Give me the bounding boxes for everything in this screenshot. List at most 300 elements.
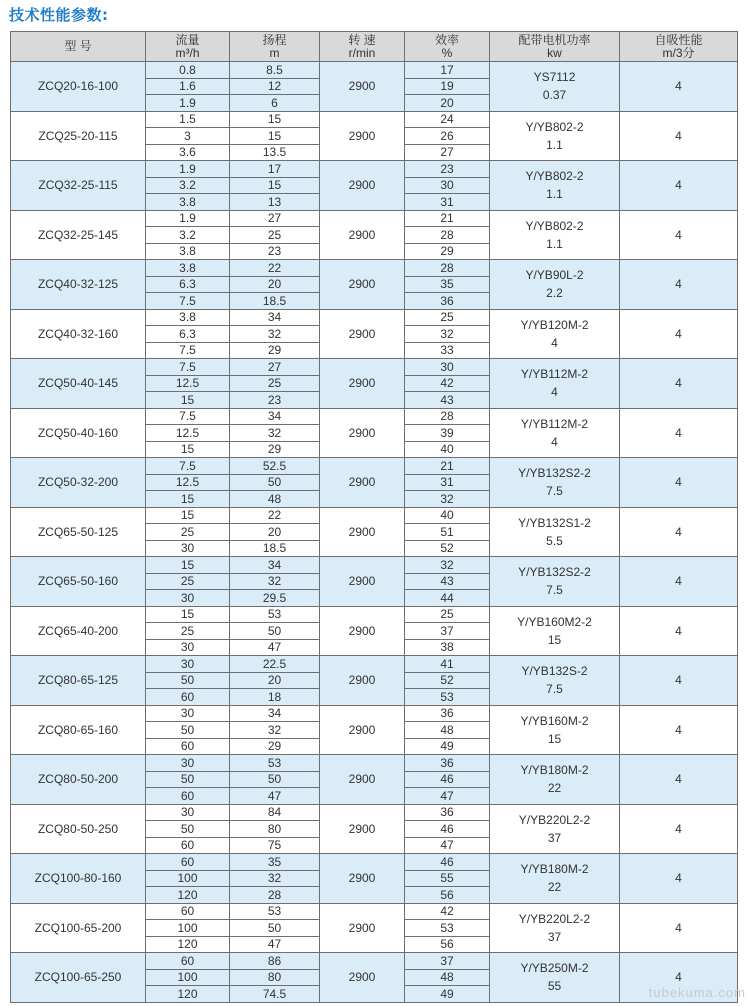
efficiency-cell: 25 [405, 606, 490, 623]
suction-cell: 4 [620, 557, 738, 607]
head-cell: 25 [230, 227, 320, 244]
table-row [11, 408, 738, 425]
efficiency-cell: 19 [405, 78, 490, 95]
flow-cell: 3.8 [146, 260, 230, 277]
table-row [11, 705, 738, 722]
head-cell: 28 [230, 887, 320, 904]
speed-cell: 2900 [320, 804, 405, 854]
efficiency-cell: 31 [405, 194, 490, 211]
header-speed-label: 转 速 [348, 32, 376, 47]
flow-cell: 1.9 [146, 161, 230, 178]
table-row [11, 656, 738, 673]
watermark: tubekuma.com [648, 985, 746, 1000]
head-cell: 22 [230, 507, 320, 524]
flow-cell: 1.6 [146, 78, 230, 95]
model-cell: ZCQ100-65-200 [11, 903, 146, 953]
motor-model: Y/YB120M-2 [520, 317, 589, 332]
flow-cell: 7.5 [146, 408, 230, 425]
motor-power: 15 [547, 632, 562, 647]
flow-cell: 60 [146, 837, 230, 854]
head-cell: 50 [230, 920, 320, 937]
flow-cell: 120 [146, 936, 230, 953]
head-cell: 53 [230, 755, 320, 772]
head-cell: 29 [230, 342, 320, 359]
flow-cell: 60 [146, 788, 230, 805]
efficiency-cell: 53 [405, 920, 490, 937]
flow-cell: 15 [146, 606, 230, 623]
head-cell: 29.5 [230, 590, 320, 607]
suction-cell: 4 [620, 903, 738, 953]
header-flow-unit: m³/h [175, 45, 200, 60]
model-cell: ZCQ32-25-115 [11, 161, 146, 211]
header-motor-label: 配带电机功率 [518, 32, 591, 47]
model-cell: ZCQ100-65-250 [11, 953, 146, 1003]
flow-cell: 25 [146, 524, 230, 541]
model-cell: ZCQ50-32-200 [11, 458, 146, 508]
head-cell: 32 [230, 722, 320, 739]
motor-model: Y/YB180M-2 [520, 862, 589, 877]
suction-cell: 4 [620, 755, 738, 805]
pump-group [11, 903, 738, 953]
model-cell: ZCQ32-25-145 [11, 210, 146, 260]
speed-cell: 2900 [320, 854, 405, 904]
motor-cell [490, 755, 620, 805]
motor-model: YS7112 [533, 70, 576, 85]
flow-cell: 7.5 [146, 359, 230, 376]
efficiency-cell: 36 [405, 705, 490, 722]
motor-cell [490, 161, 620, 211]
motor-model: Y/YB132S-2 [521, 664, 588, 679]
motor-model: Y/YB220L2-2 [518, 812, 591, 827]
model-cell: ZCQ65-40-200 [11, 606, 146, 656]
motor-cell [490, 606, 620, 656]
speed-cell: 2900 [320, 705, 405, 755]
header-flow [146, 32, 230, 62]
speed-cell: 2900 [320, 260, 405, 310]
head-cell: 6 [230, 95, 320, 112]
efficiency-cell: 46 [405, 771, 490, 788]
efficiency-cell: 21 [405, 458, 490, 475]
speed-cell: 2900 [320, 111, 405, 161]
flow-cell: 12.5 [146, 375, 230, 392]
motor-cell [490, 408, 620, 458]
head-cell: 29 [230, 738, 320, 755]
motor-power: 22 [547, 880, 562, 895]
efficiency-cell: 48 [405, 722, 490, 739]
table-row [11, 755, 738, 772]
efficiency-cell: 42 [405, 903, 490, 920]
efficiency-cell: 37 [405, 953, 490, 970]
suction-cell: 4 [620, 309, 738, 359]
header-motor-unit: kw [547, 45, 562, 60]
table-row [11, 260, 738, 277]
efficiency-cell: 29 [405, 243, 490, 260]
flow-cell: 6.3 [146, 326, 230, 343]
speed-cell: 2900 [320, 656, 405, 706]
head-cell: 18 [230, 689, 320, 706]
efficiency-cell: 49 [405, 986, 490, 1003]
efficiency-cell: 52 [405, 540, 490, 557]
header-head-label: 扬程 [262, 32, 287, 47]
pump-group [11, 953, 738, 1003]
pump-group [11, 260, 738, 310]
flow-cell: 100 [146, 920, 230, 937]
motor-model: Y/YB90L-2 [525, 268, 584, 283]
motor-power: 1.1 [546, 137, 563, 152]
flow-cell: 12.5 [146, 474, 230, 491]
motor-cell [490, 656, 620, 706]
table-row [11, 111, 738, 128]
pump-group [11, 507, 738, 557]
flow-cell: 30 [146, 540, 230, 557]
head-cell: 20 [230, 524, 320, 541]
efficiency-cell: 30 [405, 177, 490, 194]
header-efficiency-unit: % [441, 45, 453, 60]
suction-cell: 4 [620, 804, 738, 854]
head-cell: 12 [230, 78, 320, 95]
head-cell: 74.5 [230, 986, 320, 1003]
model-cell: ZCQ20-16-100 [11, 62, 146, 112]
table-row [11, 62, 738, 79]
flow-cell: 3.2 [146, 227, 230, 244]
flow-cell: 7.5 [146, 458, 230, 475]
head-cell: 34 [230, 309, 320, 326]
head-cell: 15 [230, 177, 320, 194]
motor-power: 37 [547, 929, 562, 944]
motor-cell [490, 359, 620, 409]
model-cell: ZCQ80-65-160 [11, 705, 146, 755]
efficiency-cell: 43 [405, 392, 490, 409]
head-cell: 32 [230, 326, 320, 343]
model-cell: ZCQ100-80-160 [11, 854, 146, 904]
table-row [11, 953, 738, 970]
motor-model: Y/YB112M-2 [520, 416, 589, 431]
motor-power: 22 [547, 781, 562, 796]
table-header [11, 32, 738, 62]
flow-cell: 100 [146, 969, 230, 986]
efficiency-cell: 41 [405, 656, 490, 673]
head-cell: 50 [230, 771, 320, 788]
flow-cell: 3.2 [146, 177, 230, 194]
model-cell: ZCQ80-65-125 [11, 656, 146, 706]
head-cell: 50 [230, 623, 320, 640]
efficiency-cell: 28 [405, 260, 490, 277]
motor-power: 37 [547, 830, 562, 845]
suction-cell: 4 [620, 408, 738, 458]
table-row [11, 804, 738, 821]
suction-cell: 4 [620, 705, 738, 755]
head-cell: 48 [230, 491, 320, 508]
head-cell: 80 [230, 969, 320, 986]
flow-cell: 3.6 [146, 144, 230, 161]
header-flow-label: 流量 [175, 32, 200, 47]
pump-group [11, 111, 738, 161]
motor-cell [490, 111, 620, 161]
head-cell: 22 [230, 260, 320, 277]
header-speed [320, 32, 405, 62]
table-row [11, 854, 738, 871]
suction-cell: 4 [620, 606, 738, 656]
flow-cell: 15 [146, 441, 230, 458]
model-cell: ZCQ80-50-250 [11, 804, 146, 854]
pump-group [11, 656, 738, 706]
flow-cell: 12.5 [146, 425, 230, 442]
table-row [11, 903, 738, 920]
efficiency-cell: 32 [405, 326, 490, 343]
speed-cell: 2900 [320, 62, 405, 112]
table-row [11, 309, 738, 326]
suction-cell: 4 [620, 62, 738, 112]
efficiency-cell: 43 [405, 573, 490, 590]
motor-cell [490, 903, 620, 953]
speed-cell: 2900 [320, 458, 405, 508]
motor-cell [490, 705, 620, 755]
flow-cell: 15 [146, 557, 230, 574]
head-cell: 32 [230, 425, 320, 442]
head-cell: 47 [230, 788, 320, 805]
suction-cell: 4 [620, 953, 738, 1003]
motor-model: Y/YB802-2 [525, 119, 584, 134]
header-model: 型 号 [11, 32, 146, 62]
efficiency-cell: 40 [405, 507, 490, 524]
pump-group [11, 854, 738, 904]
flow-cell: 30 [146, 656, 230, 673]
motor-cell [490, 309, 620, 359]
efficiency-cell: 53 [405, 689, 490, 706]
motor-model: Y/YB160M2-2 [517, 614, 592, 629]
efficiency-cell: 28 [405, 408, 490, 425]
table-row [11, 458, 738, 475]
flow-cell: 25 [146, 623, 230, 640]
model-cell: ZCQ50-40-160 [11, 408, 146, 458]
flow-cell: 50 [146, 722, 230, 739]
motor-cell [490, 854, 620, 904]
flow-cell: 60 [146, 689, 230, 706]
flow-cell: 60 [146, 953, 230, 970]
efficiency-cell: 38 [405, 639, 490, 656]
flow-cell: 30 [146, 705, 230, 722]
speed-cell: 2900 [320, 408, 405, 458]
suction-cell: 4 [620, 210, 738, 260]
head-cell: 8.5 [230, 62, 320, 79]
head-cell: 20 [230, 276, 320, 293]
flow-cell: 3.8 [146, 309, 230, 326]
head-cell: 53 [230, 903, 320, 920]
motor-cell [490, 557, 620, 607]
motor-power: 4 [551, 385, 558, 400]
motor-power: 2.2 [546, 286, 563, 301]
motor-power: 7.5 [546, 484, 563, 499]
model-cell: ZCQ50-40-145 [11, 359, 146, 409]
motor-cell [490, 260, 620, 310]
head-cell: 15 [230, 111, 320, 128]
head-cell: 47 [230, 936, 320, 953]
flow-cell: 30 [146, 590, 230, 607]
motor-model: Y/YB250M-2 [520, 961, 589, 976]
flow-cell: 6.3 [146, 276, 230, 293]
pump-group [11, 705, 738, 755]
flow-cell: 60 [146, 903, 230, 920]
model-cell: ZCQ40-32-125 [11, 260, 146, 310]
head-cell: 47 [230, 639, 320, 656]
efficiency-cell: 47 [405, 837, 490, 854]
efficiency-cell: 35 [405, 276, 490, 293]
head-cell: 34 [230, 557, 320, 574]
suction-cell: 4 [620, 507, 738, 557]
efficiency-cell: 26 [405, 128, 490, 145]
speed-cell: 2900 [320, 507, 405, 557]
motor-model: Y/YB132S1-2 [518, 515, 591, 530]
header-suction [620, 32, 738, 62]
efficiency-cell: 56 [405, 936, 490, 953]
header-motor [490, 32, 620, 62]
flow-cell: 30 [146, 639, 230, 656]
flow-cell: 50 [146, 672, 230, 689]
head-cell: 18.5 [230, 293, 320, 310]
flow-cell: 7.5 [146, 342, 230, 359]
flow-cell: 15 [146, 392, 230, 409]
head-cell: 52.5 [230, 458, 320, 475]
motor-power: 4 [551, 335, 558, 350]
motor-power: 5.5 [546, 533, 563, 548]
head-cell: 17 [230, 161, 320, 178]
efficiency-cell: 25 [405, 309, 490, 326]
efficiency-cell: 42 [405, 375, 490, 392]
head-cell: 86 [230, 953, 320, 970]
efficiency-cell: 36 [405, 293, 490, 310]
suction-cell: 4 [620, 359, 738, 409]
flow-cell: 120 [146, 986, 230, 1003]
head-cell: 35 [230, 854, 320, 871]
motor-power: 1.1 [546, 236, 563, 251]
pump-group [11, 755, 738, 805]
speed-cell: 2900 [320, 309, 405, 359]
motor-power: 0.37 [542, 88, 567, 103]
table-row [11, 557, 738, 574]
head-cell: 29 [230, 441, 320, 458]
head-cell: 25 [230, 375, 320, 392]
suction-cell: 4 [620, 161, 738, 211]
efficiency-cell: 46 [405, 821, 490, 838]
efficiency-cell: 23 [405, 161, 490, 178]
flow-cell: 50 [146, 771, 230, 788]
flow-cell: 3 [146, 128, 230, 145]
motor-cell [490, 804, 620, 854]
efficiency-cell: 36 [405, 804, 490, 821]
suction-cell: 4 [620, 854, 738, 904]
speed-cell: 2900 [320, 953, 405, 1003]
efficiency-cell: 32 [405, 557, 490, 574]
efficiency-cell: 52 [405, 672, 490, 689]
efficiency-cell: 51 [405, 524, 490, 541]
motor-cell [490, 62, 620, 112]
flow-cell: 100 [146, 870, 230, 887]
flow-cell: 1.9 [146, 210, 230, 227]
header-suction-label: 自吸性能 [654, 32, 703, 47]
head-cell: 32 [230, 870, 320, 887]
efficiency-cell: 32 [405, 491, 490, 508]
head-cell: 34 [230, 408, 320, 425]
flow-cell: 30 [146, 755, 230, 772]
suction-cell: 4 [620, 458, 738, 508]
motor-model: Y/YB220L2-2 [518, 911, 591, 926]
table-row [11, 210, 738, 227]
head-cell: 53 [230, 606, 320, 623]
pump-group [11, 62, 738, 112]
header-head-unit: m [269, 45, 280, 60]
motor-power: 7.5 [546, 583, 563, 598]
motor-model: Y/YB802-2 [525, 218, 584, 233]
motor-model: Y/YB112M-2 [520, 367, 589, 382]
head-cell: 13.5 [230, 144, 320, 161]
speed-cell: 2900 [320, 903, 405, 953]
pump-group [11, 458, 738, 508]
suction-cell: 4 [620, 656, 738, 706]
head-cell: 22.5 [230, 656, 320, 673]
model-cell: ZCQ80-50-200 [11, 755, 146, 805]
efficiency-cell: 55 [405, 870, 490, 887]
efficiency-cell: 33 [405, 342, 490, 359]
efficiency-cell: 56 [405, 887, 490, 904]
flow-cell: 60 [146, 738, 230, 755]
pump-group [11, 309, 738, 359]
efficiency-cell: 21 [405, 210, 490, 227]
pump-group [11, 359, 738, 409]
motor-cell [490, 953, 620, 1003]
head-cell: 15 [230, 128, 320, 145]
efficiency-cell: 20 [405, 95, 490, 112]
efficiency-cell: 17 [405, 62, 490, 79]
flow-cell: 25 [146, 573, 230, 590]
header-speed-unit: r/min [348, 45, 376, 60]
table-row [11, 161, 738, 178]
flow-cell: 0.8 [146, 62, 230, 79]
pump-group [11, 161, 738, 211]
flow-cell: 1.5 [146, 111, 230, 128]
head-cell: 50 [230, 474, 320, 491]
head-cell: 23 [230, 243, 320, 260]
efficiency-cell: 37 [405, 623, 490, 640]
suction-cell: 4 [620, 111, 738, 161]
flow-cell: 15 [146, 491, 230, 508]
motor-power: 1.1 [546, 187, 563, 202]
motor-cell [490, 210, 620, 260]
header-efficiency [405, 32, 490, 62]
spec-table [10, 31, 738, 1003]
head-cell: 27 [230, 359, 320, 376]
motor-cell [490, 507, 620, 557]
motor-power: 15 [547, 731, 562, 746]
efficiency-cell: 49 [405, 738, 490, 755]
efficiency-cell: 46 [405, 854, 490, 871]
efficiency-cell: 47 [405, 788, 490, 805]
flow-cell: 1.9 [146, 95, 230, 112]
pump-group [11, 408, 738, 458]
page-title: 技术性能参数: [9, 6, 109, 24]
head-cell: 32 [230, 573, 320, 590]
flow-cell: 30 [146, 804, 230, 821]
speed-cell: 2900 [320, 755, 405, 805]
efficiency-cell: 28 [405, 227, 490, 244]
motor-power: 7.5 [546, 682, 563, 697]
motor-model: Y/YB132S2-2 [518, 565, 591, 580]
model-cell: ZCQ40-32-160 [11, 309, 146, 359]
efficiency-cell: 40 [405, 441, 490, 458]
flow-cell: 3.8 [146, 194, 230, 211]
table-row [11, 359, 738, 376]
efficiency-cell: 30 [405, 359, 490, 376]
head-cell: 27 [230, 210, 320, 227]
